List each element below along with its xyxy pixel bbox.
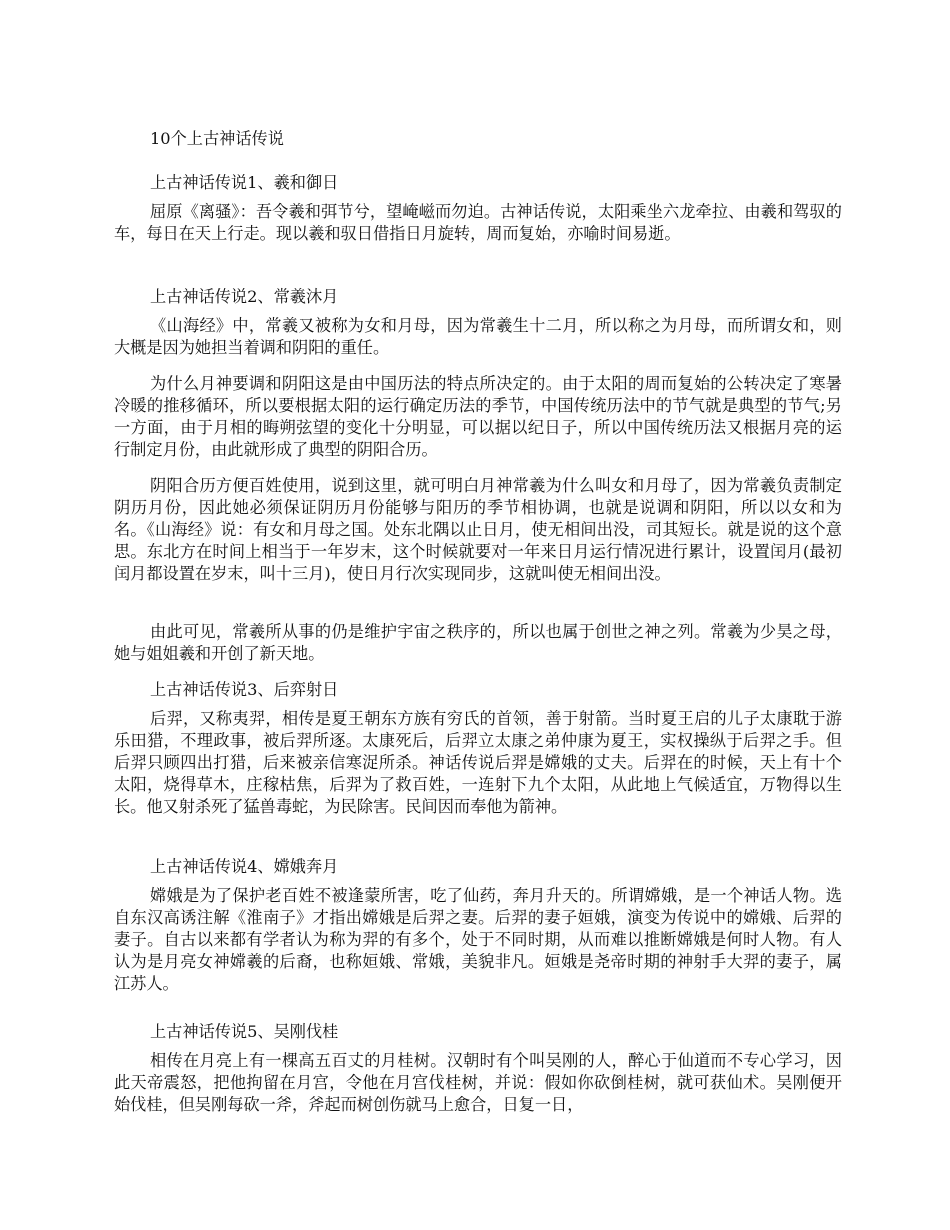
paragraph-6: 后羿，又称夷羿，相传是夏王朝东方族有穷氏的首领，善于射箭。当时夏王启的儿子太康耽于游乐田猎，不理政事，被后羿所逐。太康死后，后羿立太康之弟仲康为夏王，实权操纵于后羿之手。但后羿只顾四出打猎，后来被亲信寒浞所杀。神话传说后羿是嫦娥的丈夫。后羿在的时候，天上有十个太阳，烧得草木，庄稼枯焦，后羿为了救百姓，一连射下九个太阳，从此地上气候适宜，万物得以生长。他又射杀死了猛兽毒蛇，为民除害。民间因而奉他为箭神。 bbox=[114, 709, 842, 816]
paragraph-2: 《山海经》中，常羲又被称为女和月母，因为常羲生十二月，所以称之为月母，而所谓女和，则大概是因为她担当着调和阴阳的重任。 bbox=[114, 316, 842, 357]
document-title: 10个上古神话传说 bbox=[150, 129, 284, 148]
paragraph-7: 嫦娥是为了保护老百姓不被逢蒙所害，吃了仙药，奔月升天的。所谓嫦娥，是一个神话人物。选自东汉高诱注解《淮南子》才指出嫦娥是后羿之妻。后羿的妻子姮娥，演变为传说中的嫦娥、后羿的妻子。自古以来都有学者认为称为羿的有多个，处于不同时期，从而难以推断嫦娥是何时人物。有人认为是月亮女神嫦羲的后裔，也称姮娥、常娥，美貌非凡。姮娥是尧帝时期的神射手大羿的妻子，属江苏人。 bbox=[114, 886, 842, 993]
section-heading-1: 上古神话传说1、羲和御日 bbox=[150, 173, 339, 192]
paragraph-8: 相传在月亮上有一棵高五百丈的月桂树。汉朝时有个叫吴刚的人，醉心于仙道而不专心学习，因此天帝震怒，把他拘留在月宫，令他在月宫伐桂树，并说：假如你砍倒桂树，就可获仙术。吴刚便开始伐桂，但吴刚每砍一斧，斧起而树创伤就马上愈合，日复一日， bbox=[114, 1051, 842, 1114]
paragraph-3: 为什么月神要调和阴阳这是由中国历法的特点所决定的。由于太阳的周而复始的公转决定了寒暑冷暖的推移循环，所以要根据太阳的运行确定历法的季节，中国传统历法中的节气就是典型的节气;另一方面，由于月相的晦朔弦望的变化十分明显，可以据以纪日子，所以中国传统历法又根据月亮的运行制定月份，由此就形成了典型的阴阳合历。 bbox=[114, 374, 842, 459]
paragraph-5: 由此可见，常羲所从事的仍是维护宇宙之秩序的，所以也属于创世之神之列。常羲为少昊之母，她与姐姐羲和开创了新天地。 bbox=[114, 622, 842, 663]
paragraph-4: 阴阳合历方便百姓使用，说到这里，就可明白月神常羲为什么叫女和月母了，因为常羲负责制定阴历月份，因此她必须保证阴历月份能够与阳历的季节相协调，也就是说调和阴阳，所以以女和为名。《山海经》说：有女和月母之国。处东北隅以止日月，使无相间出没，司其短长。就是说的这个意思。东北方在时间上相当于一年岁末，这个时候就要对一年来日月运行情况进行累计，设置闰月(最初闰月都设置在岁末，叫十三月)，使日月行次实现同步，这就叫使无相间出没。 bbox=[114, 476, 842, 583]
section-heading-2: 上古神话传说2、常羲沐月 bbox=[150, 287, 339, 306]
section-heading-5: 上古神话传说5、吴刚伐桂 bbox=[150, 1022, 339, 1041]
section-heading-3: 上古神话传说3、后弈射日 bbox=[150, 680, 339, 699]
section-heading-4: 上古神话传说4、嫦娥奔月 bbox=[150, 857, 339, 876]
paragraph-1: 屈原《离骚》：吾令羲和弭节兮，望崦嵫而勿迫。古神话传说，太阳乘坐六龙牵拉、由羲和驾驭的车，每日在天上行走。现以羲和驭日借指日月旋转，周而复始，亦喻时间易逝。 bbox=[114, 202, 842, 243]
